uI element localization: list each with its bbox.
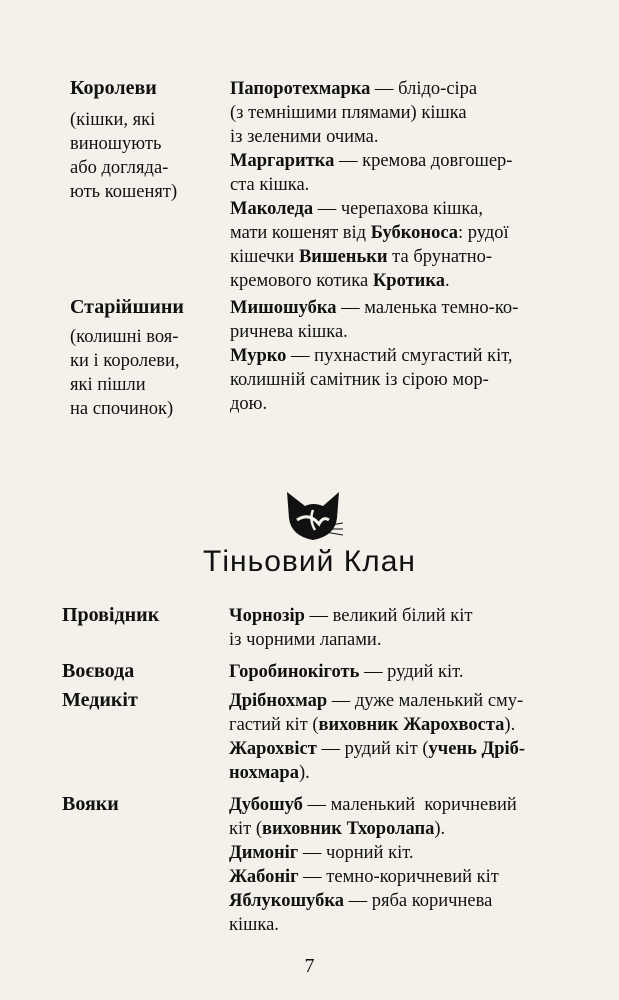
role-desc: або догляда- xyxy=(70,158,169,178)
entry-line: дою. xyxy=(230,394,268,414)
entry-line: нохмара). xyxy=(229,763,310,783)
entry-line: Жарохвіст — рудий кіт (учень Дріб- xyxy=(229,739,526,759)
entry-line: кішечки Вишеньки та брунатно- xyxy=(230,247,493,267)
cat-name: Вишеньки xyxy=(298,247,388,267)
role-desc: на спочинок) xyxy=(70,399,174,419)
role-queens: Королеви xyxy=(70,77,157,99)
role-elders: Старійшини xyxy=(70,296,184,318)
entry-line: ста кішка. xyxy=(230,175,310,195)
role-desc: ки і королеви, xyxy=(70,351,180,371)
apprentice-label: учень Дріб- xyxy=(428,739,526,759)
entry-line: колишній самітник із сірою мор- xyxy=(230,370,489,390)
mentor-label: виховник Жарохвоста xyxy=(318,715,505,735)
cat-name: Чорнозір xyxy=(229,606,305,626)
entry-line: кіт (виховник Тхоролапа). xyxy=(229,819,446,839)
cat-name: Маргаритка xyxy=(230,151,335,171)
entry-line: кремового котика Кротика. xyxy=(230,271,450,291)
cat-name: Бубконоса xyxy=(370,223,459,243)
entry-line: гастий кіт (виховник Жарохвоста). xyxy=(229,715,516,735)
cat-name: Дубошуб xyxy=(229,795,303,815)
cat-name: Мишошубка xyxy=(230,298,337,318)
role-desc: які пішли xyxy=(70,375,146,395)
entry-line: Димоніг — чорний кіт. xyxy=(229,843,414,863)
cat-name: Яблукошубка xyxy=(229,891,344,911)
role-desc: (колишні воя- xyxy=(70,327,179,347)
cat-name: Маколеда xyxy=(230,199,314,219)
entry-line: мати кошенят від Бубконоса: рудої xyxy=(230,223,509,243)
role-desc: виношують xyxy=(70,134,162,154)
cat-head-icon xyxy=(283,490,343,542)
role-desc: (кішки, які xyxy=(70,110,156,130)
entry-line: кішка. xyxy=(229,915,279,935)
entry-line: Чорнозір — великий білий кіт xyxy=(229,606,473,626)
role-warriors: Вояки xyxy=(62,793,119,815)
role-leader: Провідник xyxy=(62,604,160,626)
mentor-label: виховник Тхоролапа xyxy=(262,819,435,839)
cat-name: Жарохвіст xyxy=(229,739,317,759)
entry-line: (з темнішими плямами) кішка xyxy=(230,103,467,123)
role-deputy: Воєвода xyxy=(62,660,135,682)
cat-name: Жабоніг xyxy=(229,867,299,887)
cat-name: Папоротехмарка xyxy=(230,79,371,99)
role-medicine: Медикіт xyxy=(62,689,138,711)
role-desc: ють кошенят) xyxy=(70,182,178,202)
cat-name: Кротика xyxy=(372,271,445,291)
cat-name: Димоніг xyxy=(229,843,299,863)
entry-line: ричнева кішка. xyxy=(230,322,348,342)
entry-line: Маргаритка — кремова довгошер- xyxy=(230,151,513,171)
entry-line: Мурко — пухнастий смугастий кіт, xyxy=(230,346,513,366)
cat-name: Горобинокіготь xyxy=(229,662,360,682)
entry-line: із чорними лапами. xyxy=(229,630,382,650)
entry-line: Маколеда — черепахова кішка, xyxy=(230,199,483,219)
cat-name: Дрібнохмар xyxy=(229,691,328,711)
entry-line: Мишошубка — маленька темно-ко- xyxy=(230,298,519,318)
page-number: 7 xyxy=(304,955,315,977)
entry-line: Дубошуб — маленький коричневий xyxy=(229,795,517,815)
entry-line: Жабоніг — темно-коричневий кіт xyxy=(229,867,499,887)
cat-name: Мурко xyxy=(230,346,287,366)
entry-line: Яблукошубка — ряба коричнева xyxy=(229,891,493,911)
entry-line: Дрібнохмар — дуже маленький сму- xyxy=(229,691,524,711)
clan-title: Тіньовий Клан xyxy=(203,545,416,578)
entry-line: Папоротехмарка — блідо-сіра xyxy=(230,79,478,99)
entry-line: із зеленими очима. xyxy=(230,127,379,147)
entry-line: Горобинокіготь — рудий кіт. xyxy=(229,662,464,682)
